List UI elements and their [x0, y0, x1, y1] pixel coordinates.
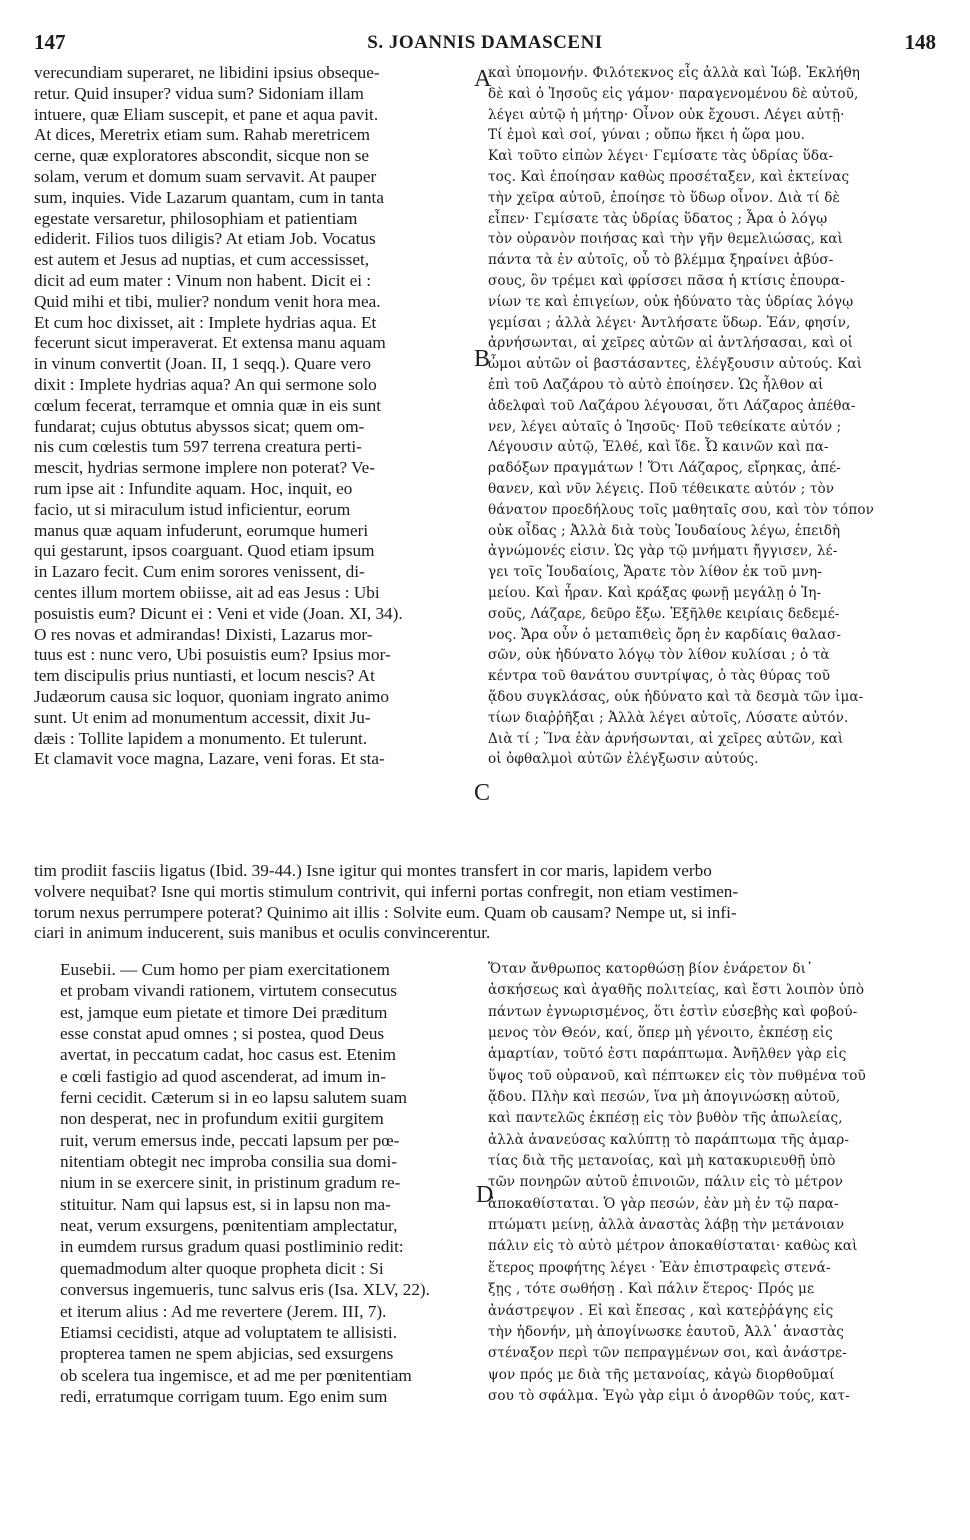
- page-number-right: 148: [904, 30, 936, 54]
- text-line: torum nexus perrumpere poterat? Quinimo ait illis : Solvite eum. Quam ob causam? Nempe ut, si infi-: [34, 902, 737, 922]
- text-line: redi, erratumque corrigam tuum. Ego enim sum: [60, 1386, 388, 1406]
- text-line: in eumdem rursus gradum quasi postliminio redit:: [60, 1237, 404, 1257]
- text-line: sum, inquies. Vide Lazarum quantam, cum in tanta: [34, 187, 384, 207]
- text-line: τος. Καὶ ἐποίησαν καθὼς προσέταξεν, καὶ ἐκτείνας: [488, 168, 850, 185]
- text-line: non desperat, nec in profundum exitii gurgitem: [60, 1109, 384, 1129]
- text-line: et iterum alius : Ad me revertere (Jerem. III, 7).: [60, 1301, 387, 1321]
- text-line: ἀλλὰ ἀνανεύσας καλύπτῃ τὸ παράπτωμα τῆς ἁμαρ-: [488, 1131, 850, 1148]
- text-line: μενος τὸν Θεόν, καί, ὅπερ μὴ γένοιτο, ἐκπέσῃ εἰς: [488, 1025, 833, 1042]
- text-line: ediderit. Filios tuos diligis? At etiam Job. Vocatus: [34, 229, 376, 249]
- text-line: ψον πρός με διὰ τῆς μετανοίας, κἀγὼ διορθοῦμαί: [488, 1366, 835, 1383]
- text-line: egestate versaretur, philosophiam et patientiam: [34, 208, 358, 228]
- text-line: ciari in animum inducerent, suis manibus et oculis convincerentur.: [34, 923, 491, 943]
- text-line: καὶ παντελῶς ἐκπέσῃ εἰς τὸν βυθὸν τῆς ἀπωλείας,: [488, 1110, 843, 1127]
- text-line: πτώματι μείνῃ, ἀλλὰ ἀναστὰς λάβῃ τὴν μετάνοιαν: [488, 1217, 845, 1234]
- text-line: esse constat apud omnes ; si postea, quod Deus: [60, 1024, 385, 1044]
- text-line: Λέγουσιν αὐτῷ, Ἐλθέ, καὶ ἴδε. Ὦ καινῶν καὶ πα-: [488, 439, 829, 456]
- text-line: Quid mihi et tibi, mulier? nondum venit hora mea.: [34, 291, 381, 311]
- text-line: fecerunt sicut imperaverat. Et extensa manu aquam: [34, 333, 386, 353]
- text-line: rum ipse ait : Infundite aquam. Hoc, inquit, eo: [34, 478, 353, 498]
- text-line: ραδόξων πραγμάτων ! Ὅτι Λάζαρος, εἴρηκας, ἀπέ-: [488, 460, 841, 477]
- text-line: μείου. Καὶ ἦραν. Καὶ κράξας φωνῇ μεγάλῃ ὁ Ἰη-: [488, 584, 822, 601]
- text-line: καὶ ὑπομονήν. Φιλότεκνος εἶς ἀλλὰ καὶ Ἰώβ. Ἐκλήθη: [488, 65, 861, 81]
- text-line: Eusebii. — Cum homo per piam exercitationem: [60, 960, 390, 979]
- page-number-left: 147: [34, 30, 66, 54]
- text-line: tuus est : nunc vero, Ubi posuistis eum? Ipsius mor-: [34, 645, 391, 665]
- margin-letter-a: A: [474, 66, 492, 92]
- text-line: εἶπεν· Γεμίσατε τὰς ὑδρίας ὕδατος ; Ἆρα ὁ λόγῳ: [488, 210, 828, 227]
- text-line: retur. Quid insuper? vidua sum? Sidoniam illam: [34, 83, 364, 103]
- text-line: tim prodiit fasciis ligatus (Ibid. 39-44.) Isne igitur qui montes transfert in cor maris, lapidem verbo: [34, 861, 712, 880]
- text-line: neat, verum exsurgens, pœnitentiam amplectatur,: [60, 1216, 398, 1236]
- text-line: τὴν χεῖρα αὐτοῦ, ἐποίησε τὸ ὕδωρ οἶνον. Διὰ τί δὲ: [488, 189, 840, 206]
- text-line: propterea tamen ne spem abjicias, sed exsurgens: [60, 1344, 394, 1364]
- text-line: Et cum hoc dixisset, ait : Implete hydrias aqua. Et: [34, 312, 377, 332]
- text-line: οὐκ οἶδας ; Ἀλλὰ διὰ τοὺς Ἰουδαίους λέγω, ἐπειδὴ: [488, 522, 841, 539]
- text-line: ὦμοι αὐτῶν οἱ βαστάσαντες, ἐλέγξουσιν αὐτούς. Καὶ: [488, 356, 863, 373]
- text-line: λέγει αὐτῷ ἡ μήτηρ· Οἶνον οὐκ ἔχουσι. Λέγει αὐτῇ·: [488, 106, 845, 123]
- text-line: e cœli fastigio ad quod ascenderat, ad imum in-: [60, 1066, 386, 1086]
- text-line: ἀνάστρεψον . Εἰ καὶ ἔπεσας , καὶ κατεῤῥάγης εἰς: [488, 1302, 834, 1319]
- margin-letter-c: C: [474, 780, 491, 806]
- margin-letter-d: D: [476, 1182, 494, 1208]
- text-line: ob scelera tua ingemisce, et ad me per pœnitentiam: [60, 1365, 412, 1385]
- text-line: sunt. Ut enim ad monumentum accessit, dixit Ju-: [34, 707, 371, 727]
- text-line: σοῦς, Λάζαρε, δεῦρο ἔξω. Ἐξῆλθε κειρίαις δεδεμέ-: [488, 605, 840, 622]
- text-line: Ὅταν ἄνθρωπος κατορθώσῃ βίον ἐνάρετον δι᾽: [488, 961, 813, 977]
- text-line: nis cum cœlestis tum 597 terrena creatura perti-: [34, 437, 362, 457]
- greek-column-upper: [488, 63, 940, 770]
- text-line: ruit, verum emersus inde, peccati lapsum per pœ-: [60, 1130, 400, 1150]
- text-line: πάλιν εἰς τὸ αὐτὸ μέτρον ἀποκαθίσταται· καθὼς καὶ: [488, 1238, 858, 1255]
- text-line: Etiamsi cecidisti, atque ad voluptatem te allisisti.: [60, 1322, 397, 1342]
- text-line: Τί ἐμοὶ καὶ σοί, γύναι ; οὔπω ἥκει ἡ ὥρα μου.: [488, 127, 806, 144]
- text-line: qui gestarunt, ipsos coarguant. Quod etiam ipsum: [34, 541, 375, 561]
- text-line: ἕτερος προφήτης λέγει · Ἐὰν ἐπιστραφεὶς στενά-: [488, 1259, 831, 1276]
- text-line: ἀγνώμονές εἰσιν. Ὡς γὰρ τῷ μνήματι ἤγγισεν, λέ-: [488, 543, 838, 560]
- text-line: ἁμαρτίαν, τοῦτό ἐστι παράπτωμα. Ἀνῆλθεν γὰρ εἰς: [488, 1046, 847, 1063]
- text-line: mescit, hydrias sermone implere non poterat? Ve-: [34, 458, 375, 478]
- text-line: ἀρνήσωνται, αἱ χεῖρες αὐτῶν αἱ ἀντλήσασαι, καὶ οἱ: [488, 335, 854, 352]
- text-line: solam, verum et domum suam servavit. At pauper: [34, 166, 377, 186]
- text-line: nium in se exercere sinit, in pristinum gradum re-: [60, 1173, 401, 1193]
- text-line: verecundiam superaret, ne libidini ipsius obseque-: [34, 63, 380, 82]
- text-line: νεν, λέγει αὐταῖς ὁ Ἰησοῦς· Ποῦ τεθείκατε αὐτόν ;: [488, 418, 842, 435]
- margin-letter-b: B: [474, 346, 491, 372]
- text-line: dicit ad eum mater : Vinum non habent. Dicit ei :: [34, 270, 372, 290]
- text-line: cerne, quæ exploratores abscondit, sicque non se: [34, 146, 370, 166]
- text-line: dæis : Tollite lapidem a monumento. Et tulerunt.: [34, 728, 368, 748]
- text-line: σου τὸ σφάλμα. Ἐγὼ γὰρ εἰμι ὁ ἀνορθῶν τούς, κατ-: [488, 1387, 850, 1404]
- text-line: οἱ ὀφθαλμοὶ αὐτῶν ἐλέγξωσιν αὐτούς.: [488, 751, 759, 768]
- text-line: posuistis eum? Dicunt ei : Veni et vide (Joan. XI, 34).: [34, 603, 403, 623]
- text-line: in vinum convertit (Joan. II, 1 seqq.). Quare vero: [34, 354, 371, 374]
- text-line: πάντα τὰ ἐν αὐτοῖς, οὗ τὸ βλέμμα ξηραίνει ἀβύσ-: [488, 252, 834, 269]
- text-line: σῶν, οὐκ ἠδύνατο λόγῳ τὸν λίθον κυλίσαι ; ὁ τὰ: [488, 647, 830, 664]
- text-line: πάντων ἐγνωρισμένος, ὅτι ἐστὶν εὐσεβὴς καὶ φοβού-: [488, 1003, 858, 1020]
- text-line: ἀδελφαὶ τοῦ Λαζάρου λέγουσαι, ὅτι Λάζαρος ἀπέθα-: [488, 397, 856, 414]
- text-line: τὴν ἡδονήν, μὴ ἀπογίνωσκε ἑαυτοῦ, Ἀλλ᾽ ἀναστὰς: [488, 1323, 844, 1340]
- page-header: [34, 30, 936, 60]
- text-line: νος. Ἄρα οὖν ὁ μεταπιθεὶς ὄρη ἐν καρδίαις θαλασ-: [488, 626, 842, 643]
- text-line: facio, ut si miraculum istud inficientur, eorum: [34, 499, 351, 519]
- text-line: τῶν πονηρῶν αὐτοῦ ἐπινοιῶν, πάλιν εἰς τὸ μέτρον: [488, 1174, 843, 1191]
- text-line: conversus ingemueris, tunc salvus eris (Isa. XLV, 22).: [60, 1280, 430, 1300]
- text-line: At dices, Meretrix etiam sum. Rahab meretricem: [34, 125, 370, 145]
- text-line: ᾅδου. Πλὴν καὶ πεσών, ἵνα μὴ ἀπογινώσκῃ αὐτοῦ,: [488, 1089, 841, 1106]
- text-line: tem discipulis prius nuntiasti, et locum nescis? At: [34, 666, 375, 686]
- text-line: ξῃς , τότε σωθήσῃ . Καὶ πάλιν ἕτερος· Πρός με: [488, 1281, 815, 1298]
- text-line: manus quæ aquam infuderunt, eorumque humeri: [34, 520, 369, 540]
- text-line: τίας διὰ τῆς μετανοίας, καὶ μὴ κατακυριευθῇ ὑπὸ: [488, 1153, 836, 1170]
- text-line: volvere nequibat? Isne qui mortis stimulum contrivit, qui inferni portas confregit, non etiam vestimen-: [34, 881, 739, 901]
- text-line: Judæorum causa sic loquor, quoniam ingrato animo: [34, 686, 389, 706]
- text-line: στέναξον περὶ τῶν πεπραγμένων σοι, καὶ ἀνάστρε-: [488, 1345, 847, 1362]
- text-line: Διὰ τί ; Ἵνα ἐὰν ἀρνήσωνται, αἱ χεῖρες αὐτῶν, καὶ: [488, 730, 844, 747]
- text-line: θανεν, καὶ νῦν λέγεις. Ποῦ τέθεικατε αὐτόν ; τὸν: [488, 480, 835, 497]
- latin-column-upper: [34, 63, 484, 770]
- text-line: ferni cecidit. Cæterum si in eo lapsu salutem suam: [60, 1088, 408, 1108]
- text-line: cœlum fecerat, terramque et omnia quæ in eis sunt: [34, 395, 381, 415]
- text-line: Καὶ τοῦτο εἰπὼν λέγει· Γεμίσατε τὰς ὑδρίας ὕδα-: [488, 148, 834, 165]
- text-line: ᾅδου συγκλάσας, οὐκ ἠδύνατο καὶ τὰ δεσμὰ τῶν ἱμα-: [488, 688, 864, 705]
- text-line: avertat, in peccatum cadat, hoc casus est. Etenim: [60, 1045, 396, 1065]
- running-title: S. JOANNIS DAMASCENI: [367, 32, 603, 53]
- text-line: τὸν οὐρανὸν ποιήσας καὶ τὴν γῆν θεμελιώσας, καὶ: [488, 231, 843, 248]
- text-line: ἀσκήσεως καὶ ἀγαθῆς πολιτείας, καὶ ἔστι λοιπὸν ὑπὸ: [488, 982, 865, 999]
- text-line: est, jamque eum pietate et timore Dei præditum: [60, 1002, 388, 1022]
- text-line: fundarat; cujus obtutus abyssos sicat; quem om-: [34, 416, 365, 436]
- text-line: τίων διαῤῥῆξαι ; Ἀλλὰ λέγει αὐτοῖς, Λύσατε αὐτόν.: [488, 709, 849, 726]
- text-line: δὲ καὶ ὁ Ἰησοῦς εἰς γάμον· παραγενομένου δὲ αὐτοῦ,: [488, 85, 859, 102]
- text-line: γει τοῖς Ἰουδαίοις, Ἄρατε τὸν λίθον ἐκ τοῦ μνη-: [488, 564, 822, 581]
- text-line: quemadmodum alter quoque propheta dicit : Si: [60, 1258, 384, 1278]
- text-line: O res novas et admirandas! Dixisti, Lazarus mor-: [34, 624, 373, 644]
- text-line: intuere, quæ Eliam suscepit, et pane et aqua pavit.: [34, 104, 379, 124]
- full-width-paragraph: [34, 861, 939, 944]
- text-line: σους, ὃν τρέμει καὶ φρίσσει πᾶσα ἡ κτίσις ἐπουρα-: [488, 272, 845, 289]
- text-line: γεμίσαι ; ἀλλὰ λέγει· Ἀντλήσατε ὕδωρ. Ἐάν, φησίν,: [488, 314, 851, 331]
- text-line: in Lazaro fecit. Cum enim sorores venissent, di-: [34, 562, 365, 582]
- text-line: ἐπὶ τοῦ Λαζάρου τὸ αὐτὸ ἐποίησεν. Ὡς ἦλθον αἱ: [488, 376, 824, 393]
- greek-column-lower: [488, 959, 940, 1407]
- text-line: κέντρα τοῦ θανάτου συντρίψας, ὁ τὰς θύρας τοῦ: [488, 668, 831, 685]
- latin-column-lower: [60, 959, 484, 1407]
- text-line: Et clamavit voce magna, Lazare, veni foras. Et sta-: [34, 749, 385, 769]
- text-line: et probam vivandi rationem, virtutem consecutus: [60, 981, 397, 1001]
- text-line: θάνατον προεδήλους τοῖς μαθηταῖς σου, καὶ τὸν τόπον: [488, 501, 875, 518]
- text-line: νίων τε καὶ ἐπιγείων, οὐκ ἠδύνατο τὰς ὑδρίας λόγῳ: [488, 293, 854, 310]
- text-line: stituitur. Nam qui lapsus est, si in lapsu non ma-: [60, 1194, 391, 1214]
- text-line: est autem et Jesus ad nuptias, et cum accessisset,: [34, 250, 370, 270]
- text-line: ὕψος τοῦ οὐρανοῦ, καὶ πέπτωκεν εἰς τὸν πυθμένα τοῦ: [488, 1067, 866, 1084]
- text-line: ἀποκαθίσταται. Ὁ γὰρ πεσών, ἐὰν μὴ ἐν τῷ παρα-: [488, 1195, 839, 1212]
- text-line: centes illum mortem obiisse, ait ad eas Jesus : Ubi: [34, 582, 380, 602]
- text-line: dixit : Implete hydrias aqua? An qui sermone solo: [34, 374, 377, 394]
- text-line: nitentiam obtegit nec improba consilia sua domi-: [60, 1152, 397, 1172]
